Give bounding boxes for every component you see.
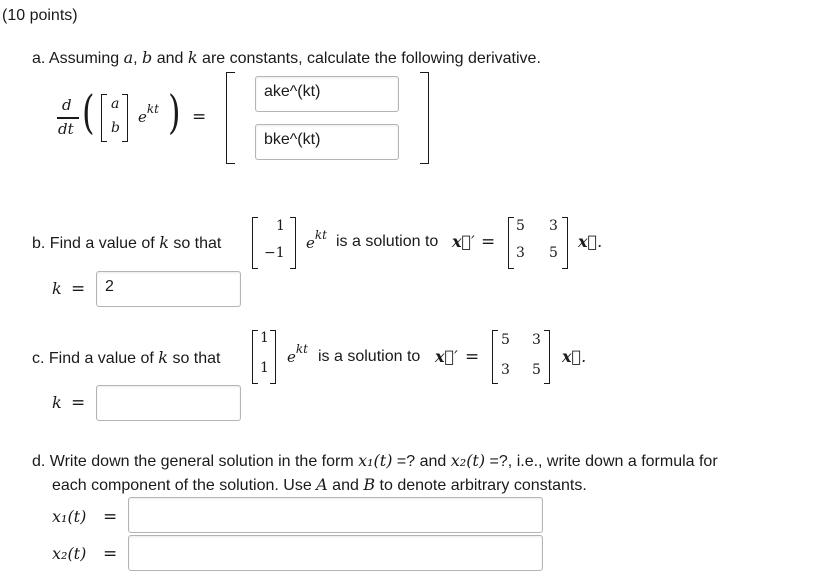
var-B: B (363, 475, 376, 494)
x2-label: x₂(t) (52, 544, 87, 563)
equals-c: = (465, 347, 480, 367)
k-input-b[interactable]: 2 (96, 271, 241, 307)
e-symbol: $e^{kt}$ (138, 102, 159, 126)
eq-q2: =?, i.e., write down a formula for (485, 453, 718, 470)
e-kt-b: $e^{kt}$ (306, 228, 327, 252)
part-b-prefix: b. Find a value of (32, 235, 160, 252)
matrix-b-21: 3 (516, 245, 525, 261)
part-d-line1 (32, 451, 718, 471)
part-a-suffix: are constants, calculate the following derivative. (197, 50, 541, 67)
answer-top-input[interactable]: ake^(kt) (255, 76, 399, 112)
matrix-b-right-bracket (562, 217, 568, 269)
part-d-line2 (52, 475, 587, 495)
xprime-b: x⃗′ (452, 232, 475, 251)
vec-c-bottom: 1 (260, 360, 269, 376)
x2t-inline: x₂(t) (450, 451, 486, 470)
matrix-c-21: 3 (501, 362, 510, 378)
part-d-prefix: d. Write down the general solution in the form (32, 453, 359, 470)
part-d-line2-suffix: to denote arbitrary constants. (375, 477, 587, 494)
vec-a: a (111, 96, 120, 112)
x1t-inline: x₁(t) (358, 451, 393, 470)
points-label: (10 points) (2, 7, 78, 24)
k-label-c: k (52, 393, 62, 412)
var-k: k (187, 48, 198, 67)
xvec-c: x⃗. (562, 347, 587, 366)
left-paren: ( (82, 85, 95, 139)
equals-a: = (192, 107, 207, 127)
var-b: b (142, 48, 153, 67)
part-b-instructions (32, 233, 221, 253)
answer-bottom-input[interactable]: bke^(kt) (255, 124, 399, 160)
part-c-mid: so that (168, 350, 221, 367)
equals-b: = (481, 232, 496, 252)
dt-denominator: dt (58, 120, 74, 138)
comma: , (133, 50, 143, 67)
vec-b-top: 1 (276, 218, 285, 234)
d-numerator: d (62, 96, 72, 114)
right-bracket-a (122, 94, 128, 142)
part-d-line2-prefix: each component of the solution. Use (52, 477, 317, 494)
matrix-b-12: 3 (549, 218, 558, 234)
x2-input[interactable] (128, 535, 543, 571)
answer-left-bracket (226, 72, 235, 164)
var-a: a (123, 48, 134, 67)
k-input-c[interactable] (96, 385, 241, 421)
k-label-b: k (52, 279, 62, 298)
var-k-b: k (159, 233, 169, 252)
matrix-c-22: 5 (532, 362, 541, 378)
vec-c-right-bracket (270, 330, 276, 384)
matrix-c-left-bracket (492, 330, 498, 384)
matrix-c-11: 5 (501, 332, 510, 348)
part-a-prefix: a. Assuming (32, 50, 124, 67)
right-paren: ) (168, 85, 181, 139)
matrix-c-right-bracket (544, 330, 550, 384)
matrix-b-22: 5 (549, 245, 558, 261)
x1-equals: = (103, 507, 118, 527)
var-k-c: k (158, 348, 168, 367)
and-text: and (152, 50, 188, 67)
is-solution-c: is a solution to (318, 348, 421, 365)
part-c-instructions (32, 348, 220, 368)
var-A: A (316, 475, 328, 494)
vec-b-bottom: −1 (264, 245, 285, 261)
matrix-c-12: 3 (532, 332, 541, 348)
x2-equals: = (103, 544, 118, 564)
vec-b-right-bracket (290, 217, 296, 269)
k-equals-b: = (71, 279, 86, 299)
k-equals-c: = (71, 393, 86, 413)
left-bracket-a (101, 94, 107, 142)
vec-b: b (111, 120, 120, 136)
part-a-instructions (32, 48, 541, 68)
matrix-b-left-bracket (508, 217, 514, 269)
vec-c-top: 1 (260, 330, 269, 346)
eq-q1: =? and (392, 453, 451, 470)
and-text-d: and (327, 477, 364, 494)
matrix-b-11: 5 (516, 218, 525, 234)
answer-right-bracket (420, 72, 429, 164)
is-solution-b: is a solution to (336, 233, 439, 250)
fraction-bar (57, 117, 79, 119)
e-kt-c: $e^{kt}$ (287, 342, 308, 366)
vec-c-left-bracket (252, 330, 258, 384)
x1-label: x₁(t) (52, 507, 87, 526)
vec-b-left-bracket (252, 217, 258, 269)
xvec-b: x⃗. (578, 232, 603, 251)
xprime-c: x⃗′ (435, 347, 458, 366)
part-c-prefix: c. Find a value of (32, 350, 159, 367)
x1-input[interactable] (128, 497, 543, 533)
part-b-mid: so that (168, 235, 222, 252)
